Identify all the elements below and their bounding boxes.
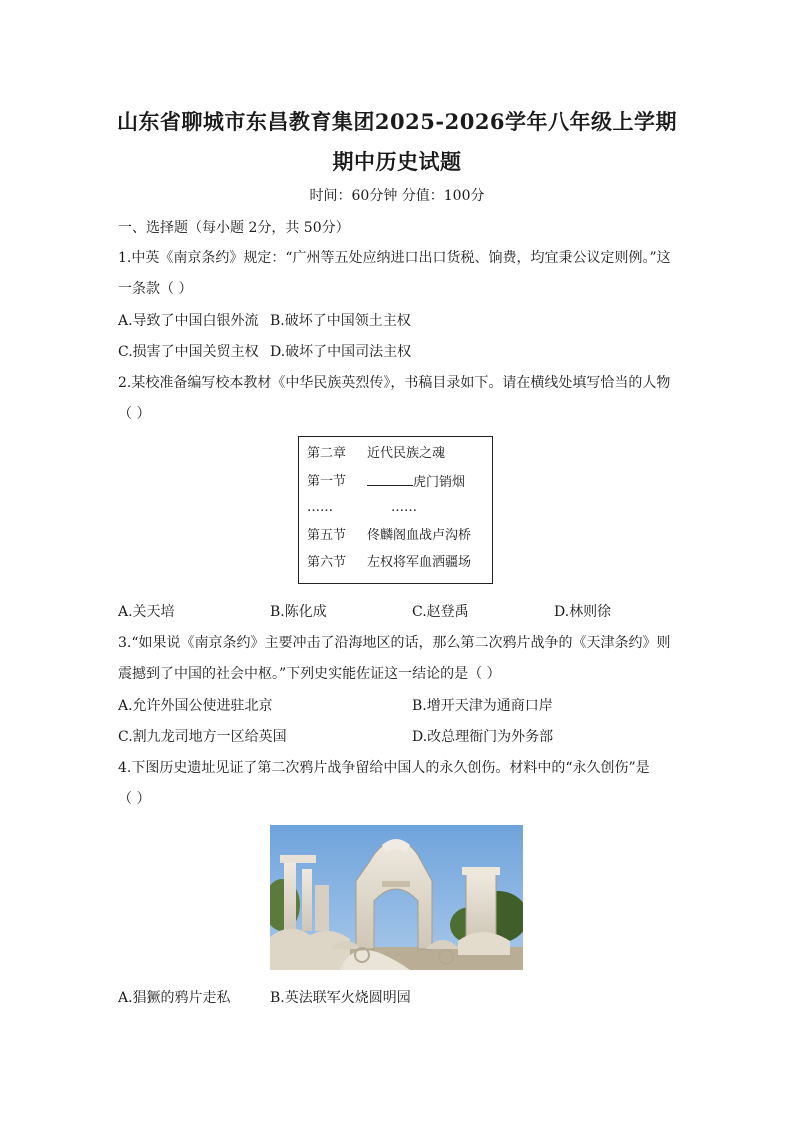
q4-option-b[interactable]: B.英法联军火烧圆明园 <box>270 990 411 1006</box>
exam-title-line2: 期中历史试题 <box>332 149 462 174</box>
q2-stem-line2: （ ） <box>118 406 151 422</box>
q2-option-a[interactable]: A.关天培 <box>118 604 175 620</box>
q1-option-a[interactable]: A.导致了中国白银外流 <box>118 313 259 329</box>
q4-option-a[interactable]: A.猖獗的鸦片走私 <box>118 990 231 1006</box>
toc-content: …… <box>391 500 417 515</box>
q2-option-c[interactable]: C.赵登禹 <box>412 604 469 620</box>
toc-label: 第六节 <box>307 555 347 570</box>
section-heading: 一、选择题（每小题 2分，共 50分） <box>118 220 350 236</box>
q3-stem-line2: 震撼到了中国的社会中枢。”下列史实能佐证这一结论的是（ ） <box>118 666 501 682</box>
q3-option-c[interactable]: C.割九龙司地方一区给英国 <box>118 729 287 745</box>
q4-stem-line1: 4.下图历史遗址见证了第二次鸦片战争留给中国人的永久创伤。材料中的“永久创伤”是 <box>118 760 650 776</box>
toc-content: 虎门销烟 <box>367 473 465 492</box>
q1-stem-line1: 1.中英《南京条约》规定：“广州等五处应纳进口出口货税、饷费，均宜秉公议定则例。”这 <box>118 250 671 266</box>
q1-stem-line2: 一条款（ ） <box>118 281 193 297</box>
q1-option-c[interactable]: C.损害了中国关贸主权 <box>118 344 259 360</box>
q3-option-b[interactable]: B.增开天津为通商口岸 <box>412 698 553 714</box>
q2-table-of-contents <box>298 436 493 584</box>
toc-content: 左权将军血洒疆场 <box>367 555 472 570</box>
toc-label: …… <box>307 500 333 515</box>
q1-option-d[interactable]: D.破坏了中国司法主权 <box>270 344 412 360</box>
q3-option-d[interactable]: D.改总理衙门为外务部 <box>412 729 554 745</box>
q3-option-a[interactable]: A.允许外国公使进驻北京 <box>118 698 273 714</box>
q2-stem-line1: 2.某校准备编写校本教材《中华民族英烈传》，书稿目录如下。请在横线处填写恰当的人物 <box>118 375 671 391</box>
yuanmingyuan-ruins-photo <box>270 825 523 970</box>
q2-option-b[interactable]: B.陈化成 <box>270 604 327 620</box>
toc-label: 第五节 <box>307 528 347 543</box>
toc-label: 第一节 <box>307 474 347 489</box>
toc-label: 第二章 <box>307 446 347 461</box>
toc-content: 佟麟阁血战卢沟桥 <box>367 528 472 543</box>
q1-option-b[interactable]: B.破坏了中国领土主权 <box>270 313 411 329</box>
exam-info: 时间：60分钟 分值：100分 <box>309 188 485 204</box>
fill-in-blank[interactable] <box>367 473 413 486</box>
exam-title-line1: 山东省聊城市东昌教育集团2025-2026学年八年级上学期 <box>116 109 678 134</box>
toc-content: 近代民族之魂 <box>367 446 446 461</box>
q4-stem-line2: （ ） <box>118 791 151 807</box>
q2-option-d[interactable]: D.林则徐 <box>554 604 612 620</box>
q3-stem-line1: 3.“如果说《南京条约》主要冲击了沿海地区的话，那么第二次鸦片战争的《天津条约》则 <box>118 635 671 651</box>
